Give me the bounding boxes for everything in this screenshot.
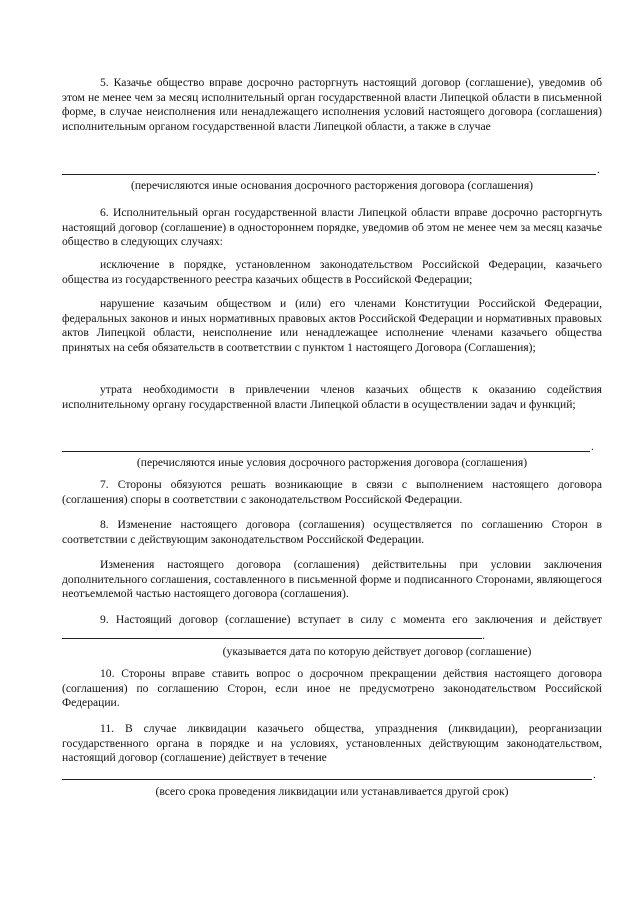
clause-9-text: 9. Настоящий договор (соглашение) вступает в силу с момента его заключения и действует (100, 613, 602, 626)
line-end-period: . (482, 628, 485, 642)
fill-in-line[interactable] (62, 779, 592, 780)
clause-10: 10. Стороны вправе ставить вопрос о досрочном прекращении действия настоящего договора (соглашения) по соглашению Сторон, если иное не предусмотрено законодательством Российской Федерации. (62, 667, 602, 709)
line-end-period: . (593, 769, 596, 781)
caption-date: (указывается дата по которую действует договор (соглашение) (222, 645, 532, 658)
clause-8: 8. Изменение настоящего договора (соглашения) осуществляется по соглашению Сторон в соответствии с действующим законодательством Российской Федерации. (62, 518, 602, 546)
fill-in-line[interactable] (62, 628, 482, 639)
clause-6: 6. Исполнительный орган государственной власти Липецкой области вправе досрочно расторгнуть настоящий договор (соглашение) в одностороннем порядке, уведомив об этом не менее чем за месяц казачье общество в следующих случаях: (62, 206, 602, 248)
clause-6-item-violation: нарушение казачьим обществом и (или) его членами Конституции Российской Федерации, федеральных законов и иных нормативных правовых актов Российской Федерации и нормативных правовых актов Липецкой области, неисполнение или ненадлежащее исполнение членами казачьего общества принятых на себя обязательств в соответствии с пунктом 1 настоящего Договора (Соглашения); (62, 297, 602, 354)
line-end-period: . (597, 164, 600, 176)
fill-in-line[interactable] (62, 174, 596, 175)
clause-6-item-no-need: утрата необходимости в привлечении членов казачьих обществ к оказанию содействия исполнительному органу государственной власти Липецкой области в осуществлении задач и функций; (62, 383, 602, 411)
line-end-period: . (591, 441, 594, 453)
clause-9 (62, 613, 602, 643)
clause-6-item-exclusion: исключение в порядке, установленном законодательством Российской Федерации, казачьего общества из государственного реестра казачьих обществ в Российской Федерации; (62, 258, 602, 286)
caption-other-grounds: (перечисляются иные основания досрочного расторжения договора (соглашения) (130, 179, 534, 192)
clause-11: 11. В случае ликвидации казачьего общества, упразднения (ликвидации), реорганизации государственного органа в порядке и на условиях, установленных действующим законодательством, настоящий договор (соглашение) действует в течение (62, 722, 602, 764)
caption-other-conditions: (перечисляются иные условия досрочного расторжения договора (соглашения) (136, 456, 528, 469)
clause-5: 5. Казачье общество вправе досрочно расторгнуть настоящий договор (соглашение), уведомив об этом не менее чем за месяц исполнительный орган государственной власти Липецкой области в письменной форме, в случае неисполнения или ненадлежащего исполнения условий настоящего договора (соглашения) исполнительным органом государственной власти Липецкой области, а также в случае (62, 76, 602, 133)
fill-in-line[interactable] (62, 451, 590, 452)
clause-8-changes: Изменения настоящего договора (соглашения) действительны при условии заключения дополнительного соглашения, составленного в письменной форме и подписанного Сторонами, являющегося неотъемлемой частью настоящего договора (соглашения). (62, 558, 602, 600)
caption-term: (всего срока проведения ликвидации или устанавливается другой срок) (155, 785, 509, 798)
clause-7: 7. Стороны обязуются решать возникающие в связи с выполнением настоящего договора (соглашения) споры в соответствии с законодательством Российской Федерации. (62, 478, 602, 506)
